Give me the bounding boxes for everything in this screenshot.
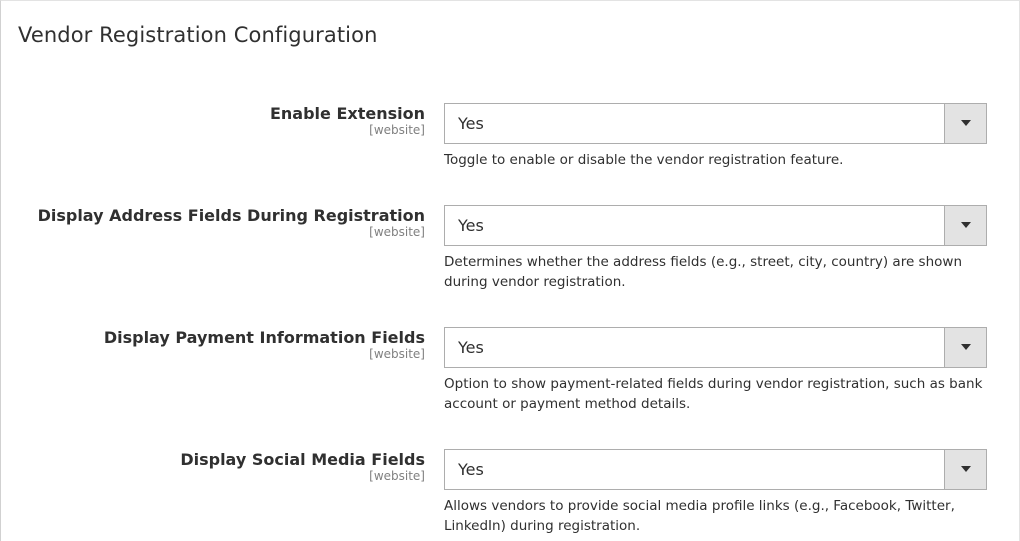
select-value: Yes (458, 460, 484, 479)
chevron-down-icon (961, 466, 971, 472)
dropdown-toggle[interactable] (944, 206, 986, 245)
field-label: Display Address Fields During Registration (37, 206, 425, 225)
field-note: Allows vendors to provide social media profile links (e.g., Facebook, Twitter, LinkedIn) during registration. (444, 498, 955, 534)
display-payment-fields-select[interactable] (444, 327, 987, 368)
field-label: Display Payment Information Fields (103, 328, 425, 347)
field-label-block (180, 449, 425, 484)
field-note: Option to show payment-related fields during vendor registration, such as bank account or payment method details. (444, 376, 983, 412)
field-label-block (38, 205, 425, 240)
field-label: Display Social Media Fields (180, 450, 425, 469)
scope-label: [website] (369, 469, 425, 483)
field-label-block (270, 103, 425, 138)
chevron-down-icon (961, 120, 971, 126)
chevron-down-icon (961, 344, 971, 350)
select-value: Yes (458, 114, 484, 133)
enable-extension-select[interactable] (444, 103, 987, 144)
field-label: Enable Extension (269, 104, 425, 123)
field-label-block (104, 327, 425, 362)
select-value: Yes (458, 216, 484, 235)
dropdown-toggle[interactable] (944, 104, 986, 143)
display-address-fields-select[interactable] (444, 205, 987, 246)
scope-label: [website] (369, 225, 425, 239)
section-title: Vendor Registration Configuration (18, 23, 378, 47)
scope-label: [website] (369, 123, 425, 137)
display-social-media-fields-select[interactable] (444, 449, 987, 490)
dropdown-toggle[interactable] (944, 450, 986, 489)
select-value: Yes (458, 338, 484, 357)
dropdown-toggle[interactable] (944, 328, 986, 367)
field-note: Determines whether the address fields (e.g., street, city, country) are shown during vendor registration. (444, 254, 962, 290)
field-note: Toggle to enable or disable the vendor registration feature. (444, 152, 844, 168)
chevron-down-icon (961, 222, 971, 228)
scope-label: [website] (369, 347, 425, 361)
